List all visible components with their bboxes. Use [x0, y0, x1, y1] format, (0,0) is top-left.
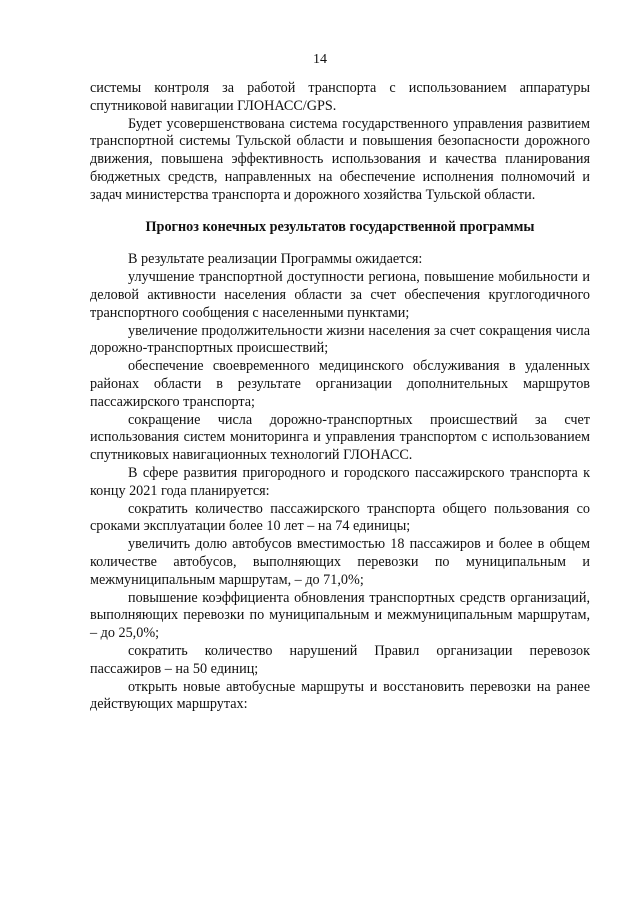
paragraph: открыть новые автобусные маршруты и восстановить перевозки на ранее действующих маршрутах: [90, 678, 590, 713]
page-number: 14 [313, 52, 327, 67]
paragraph: сокращение числа дорожно-транспортных происшествий за счет использования систем мониторинга и управления транспортом с использованием спутниковых навигационных технологий ГЛОНАСС. [90, 411, 590, 464]
paragraph: сократить количество пассажирского транспорта общего пользования со сроками эксплуатации более 10 лет – на 74 единицы; [90, 500, 590, 535]
paragraph: системы контроля за работой транспорта с использованием аппаратуры спутниковой навигации ГЛОНАСС/GPS. [90, 80, 590, 114]
paragraph: повышение коэффициента обновления транспортных средств организаций, выполняющих перевозки по муниципальным и межмуниципальным маршрутам, – до 25,0%; [90, 589, 590, 642]
paragraph: В результате реализации Программы ожидается: [128, 251, 423, 268]
section-heading: Прогноз конечных результатов государственной программы [145, 218, 535, 235]
paragraph: В сфере развития пригородного и городского пассажирского транспорта к концу 2021 года планируется: [90, 464, 590, 499]
paragraph: увеличение продолжительности жизни населения за счет сокращения числа дорожно-транспортных происшествий; [90, 322, 590, 357]
paragraph: улучшение транспортной доступности региона, повышение мобильности и деловой активности населения области за счет обеспечения круглогодичного транспортного сообщения с населенными пунктами; [90, 269, 590, 321]
paragraph: увеличить долю автобусов вместимостью 18 пассажиров и более в общем количестве автобусов, выполняющих перевозки по муниципальным и межмуниципальным маршрутам, – до 71,0%; [90, 536, 590, 588]
paragraph: сократить количество нарушений Правил организации перевозок пассажиров – на 50 единиц; [90, 642, 590, 677]
paragraph: Будет усовершенствована система государственного управления развитием транспортной системы Тульской области и повышения безопасности дорожного движения, повышена эффективность использования и качества планирования бюджетных средств, направленных на обеспечение исполнения полномочий и задач министерства транспорта и дорожного хозяйства Тульской области. [90, 115, 590, 203]
paragraph: обеспечение своевременного медицинского обслуживания в удаленных районах области в результате организации дополнительных маршрутов пассажирского транспорта; [90, 358, 590, 410]
document-body [90, 80, 590, 714]
